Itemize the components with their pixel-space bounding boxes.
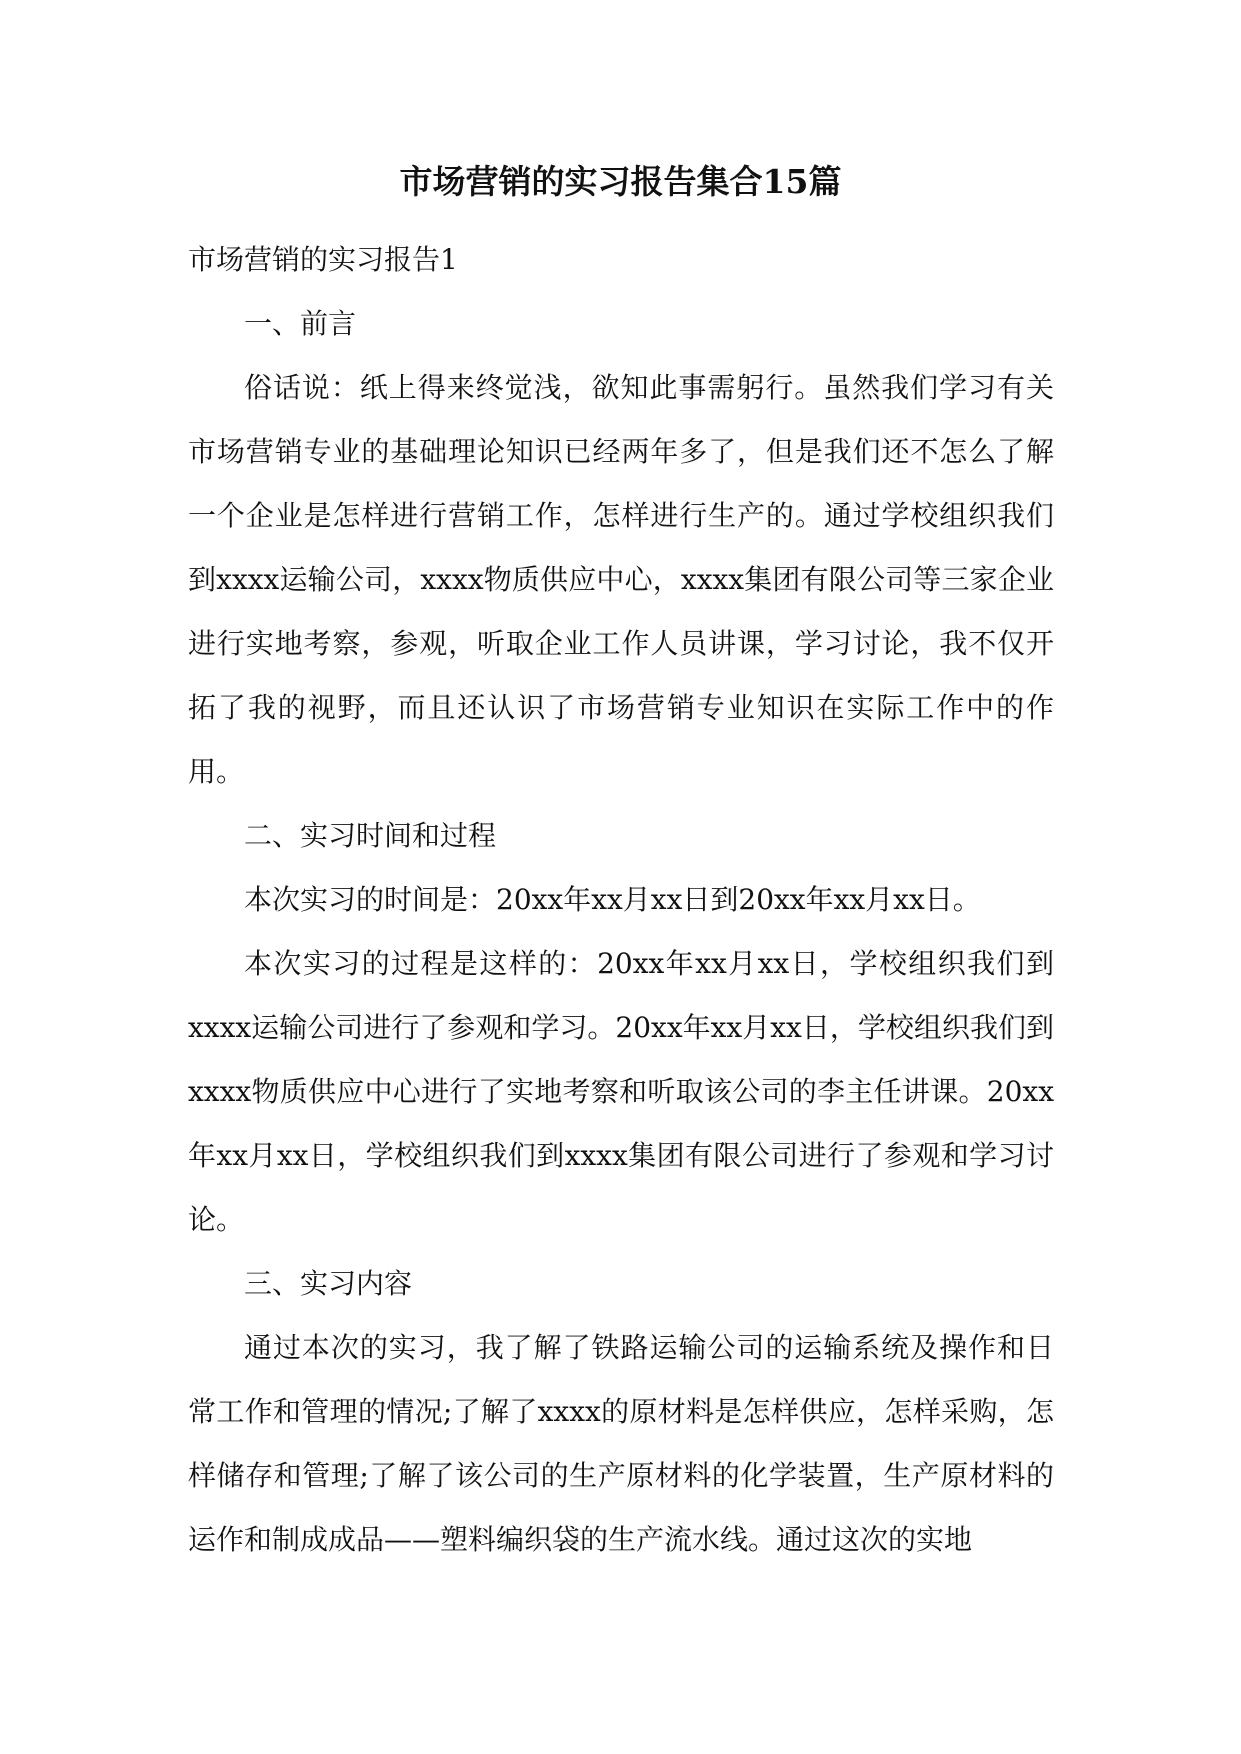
paragraph-internship-process: 本次实习的过程是这样的：20xx年xx月xx日，学校组织我们到xxxx运输公司进行了参观和学习。20xx年xx月xx日，学校组织我们到xxxx物质供应中心进行了实地考察和听取该公司的李主任讲课。20xx年xx月xx日，学校组织我们到xxxx集团有限公司进行了参观和学习讨论。 [188,947,1054,1236]
paragraph-internship-time: 本次实习的时间是：20xx年xx月xx日到20xx年xx月xx日。 [244,883,981,916]
paragraph-preface: 俗话说：纸上得来终觉浅，欲知此事需躬行。虽然我们学习有关市场营销专业的基础理论知识已经两年多了，但是我们还不怎么了解一个企业是怎样进行营销工作，怎样进行生产的。通过学校组织我们到xxxx运输公司，xxxx物质供应中心，xxxx集团有限公司等三家企业进行实地考察，参观，听取企业工作人员讲课，学习讨论，我不仅开拓了我的视野，而且还认识了市场营销专业知识在实际工作中的作用。 [188,371,1054,788]
document-title: 市场营销的实习报告集合15篇 [399,162,842,201]
section-heading-content: 三、实习内容 [244,1267,413,1300]
section-heading-time-process: 二、实习时间和过程 [244,819,497,852]
paragraph-internship-content: 通过本次的实习，我了解了铁路运输公司的运输系统及操作和日常工作和管理的情况;了解了xxxx的原材料是怎样供应，怎样采购，怎样储存和管理;了解了该公司的生产原材料的化学装置，生产原材料的运作和制成成品——塑料编织袋的生产流水线。通过这次的实地 [188,1331,1054,1556]
section-heading-preface: 一、前言 [244,307,357,340]
document-body [188,228,1054,1572]
report-subtitle: 市场营销的实习报告1 [188,243,458,276]
